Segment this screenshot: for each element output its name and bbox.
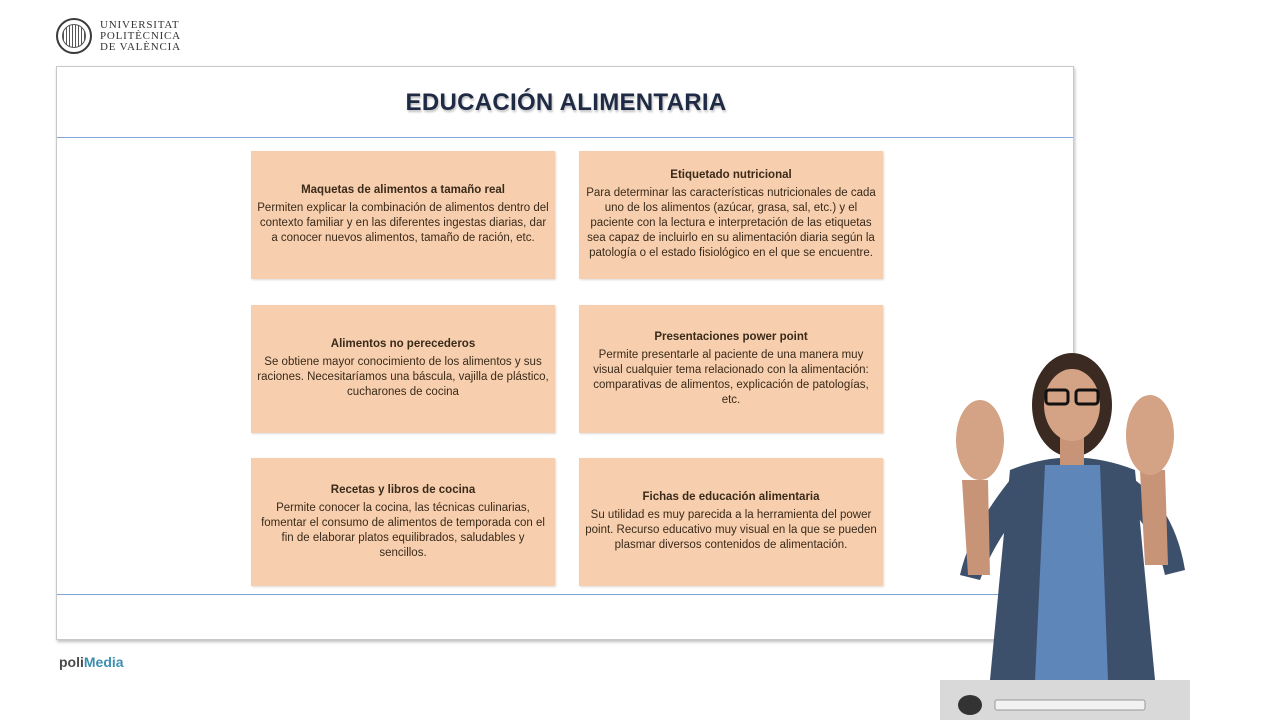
card-body: Permite conocer la cocina, las técnicas culinarias, fomentar el consumo de alimentos de temporada con el fin de elaborar platos equilibrados, saludables y sencillos. <box>261 501 545 559</box>
card-maquetas <box>251 151 555 279</box>
university-logo <box>56 18 181 54</box>
card-presentaciones <box>579 305 883 433</box>
card-body: Su utilidad es muy parecida a la herramienta del power point. Recurso educativo muy visual en la que se pueden plasmar diversos contenidos de alimentación. <box>585 509 877 551</box>
card-recetas <box>251 458 555 586</box>
card-title: Maquetas de alimentos a tamaño real <box>301 184 505 196</box>
card-title: Presentaciones power point <box>654 330 808 343</box>
card-title: Recetas y libros de cocina <box>330 483 476 496</box>
presenter-figure <box>940 340 1210 720</box>
footer-divider <box>57 594 1073 595</box>
card-etiquetado <box>579 151 883 279</box>
university-name-line1: UNIVERSITAT <box>100 18 180 31</box>
card-fichas <box>579 458 883 586</box>
card-body: Permite presentarle al paciente de una manera muy visual cualquier tema relacionado con la alimentación: comparativas de alimentos, explicación de patologías, etc. <box>593 348 869 406</box>
university-name-line3: DE VALÈNCIA <box>100 40 181 53</box>
polimedia-brand <box>59 654 124 670</box>
card-title: Alimentos no perecederos <box>330 338 476 350</box>
card-alimentos-no-perecederos <box>251 305 555 433</box>
card-title: Etiquetado nutricional <box>670 169 792 181</box>
title-divider <box>57 137 1073 138</box>
university-name <box>100 20 181 53</box>
card-body: Se obtiene mayor conocimiento de los alimentos y sus raciones. Necesitaríamos una báscula, vajilla de plástico, cucharones de cocina <box>257 356 549 398</box>
university-seal-icon <box>56 18 92 54</box>
card-body: Para determinar las características nutricionales de cada uno de los alimentos (azúcar, grasa, sal, etc.) y el paciente con la lectura e interpretación de las etiquetas sea capaz de incluirlo en su alimentación diaria según la patología o el estado fisiológico en el que se encuentre. <box>586 187 876 259</box>
right-forearm <box>1140 470 1168 565</box>
brand-prefix: poli <box>59 654 84 670</box>
card-title: Fichas de educación alimentaria <box>642 491 820 503</box>
card-body: Permiten explicar la combinación de alimentos dentro del contexto familiar y en las diferentes ingestas diarias, dar a conocer nuevos alimentos, tamaño de ración, etc. <box>257 202 549 244</box>
left-hand <box>956 400 1004 480</box>
blouse <box>1035 465 1108 680</box>
right-hand <box>1126 395 1174 475</box>
presentation-slide <box>56 66 1074 640</box>
keyboard-icon <box>995 700 1145 710</box>
slide-title: EDUCACIÓN ALIMENTARIA <box>405 89 727 116</box>
brand-suffix: Media <box>83 654 124 670</box>
mouse-icon <box>958 695 982 715</box>
university-name-line2: POLITÈCNICA <box>100 29 181 42</box>
